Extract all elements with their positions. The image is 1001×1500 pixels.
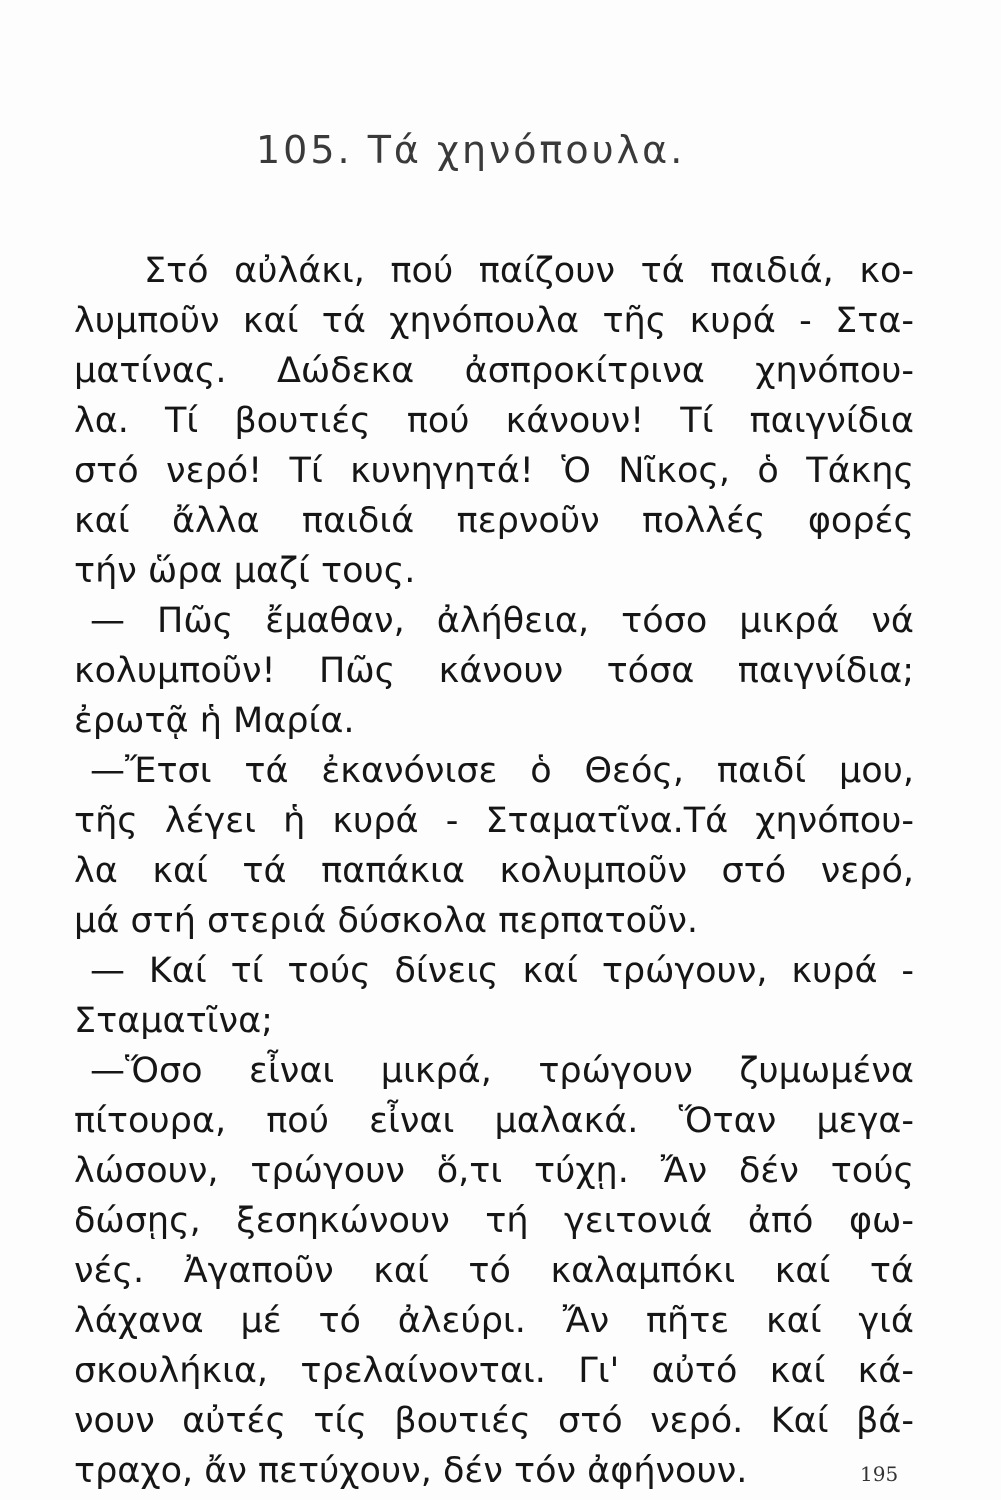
text-line: λώσουν, τρώγουν ὅ,τι τύχῃ. Ἄν δέν τούς [74, 1151, 914, 1191]
dialogue-line: —Ἔτσι τά ἐκανόνισε ὁ Θεός, παιδί μου, [90, 751, 914, 791]
text-line: λα. Τί βουτιές πού κάνουν! Τί παιγνίδια [74, 401, 914, 441]
text-line: τραχο, ἄν πετύχουν, δέν τόν ἀφήνουν. [74, 1451, 748, 1491]
text-line: τήν ὥρα μαζί τους. [74, 551, 416, 591]
chapter-title: 105. Τά χηνόπουλα. [256, 128, 686, 172]
text-line: ματίνας. Δώδεκα ἀσπροκίτρινα χηνόπου- [74, 351, 914, 391]
dialogue-line: — Καί τί τούς δίνεις καί τρώγουν, κυρά - [90, 951, 914, 991]
text-line: τῆς λέγει ἡ κυρά - Σταματῖνα.Τά χηνόπου- [74, 801, 914, 841]
dialogue-line: —Ὅσο εἶναι μικρά, τρώγουν ζυμωμένα [90, 1051, 914, 1091]
text-line: νουν αὐτές τίς βουτιές στό νερό. Καί βά- [74, 1401, 914, 1441]
text-line: σκουλήκια, τρελαίνονται. Γι' αὐτό καί κά- [74, 1351, 914, 1391]
text-line: ἐρωτᾷ ἡ Μαρία. [74, 701, 355, 741]
text-line: πίτουρα, πού εἶναι μαλακά. Ὅταν μεγα- [74, 1101, 914, 1141]
text-line: δώσῃς, ξεσηκώνουν τή γειτονιά ἀπό φω- [74, 1201, 914, 1241]
text-line: στό νερό! Τί κυνηγητά! Ὁ Νῖκος, ὁ Τάκης [74, 451, 914, 491]
text-line: λυμποῦν καί τά χηνόπουλα τῆς κυρά - Στα- [74, 301, 914, 341]
text-line: Σταματῖνα; [74, 1001, 273, 1041]
dialogue-line: — Πῶς ἔμαθαν, ἀλήθεια, τόσο μικρά νά [90, 601, 914, 641]
story-text [74, 246, 914, 1496]
text-line: λάχανα μέ τό ἀλεύρι. Ἄν πῆτε καί γιά [74, 1301, 914, 1341]
text-line: Στό αὐλάκι, πού παίζουν τά παιδιά, κο- [144, 251, 914, 291]
text-line: λα καί τά παπάκια κολυμποῦν στό νερό, [74, 851, 914, 891]
text-line: μά στή στεριά δύσκολα περπατοῦν. [74, 901, 699, 941]
text-line: καί ἄλλα παιδιά περνοῦν πολλές φορές [74, 501, 914, 541]
text-line: νές. Ἀγαποῦν καί τό καλαμπόκι καί τά [74, 1251, 914, 1291]
text-line: κολυμποῦν! Πῶς κάνουν τόσα παιγνίδια; [74, 651, 914, 691]
page-number: 195 [860, 1462, 899, 1486]
